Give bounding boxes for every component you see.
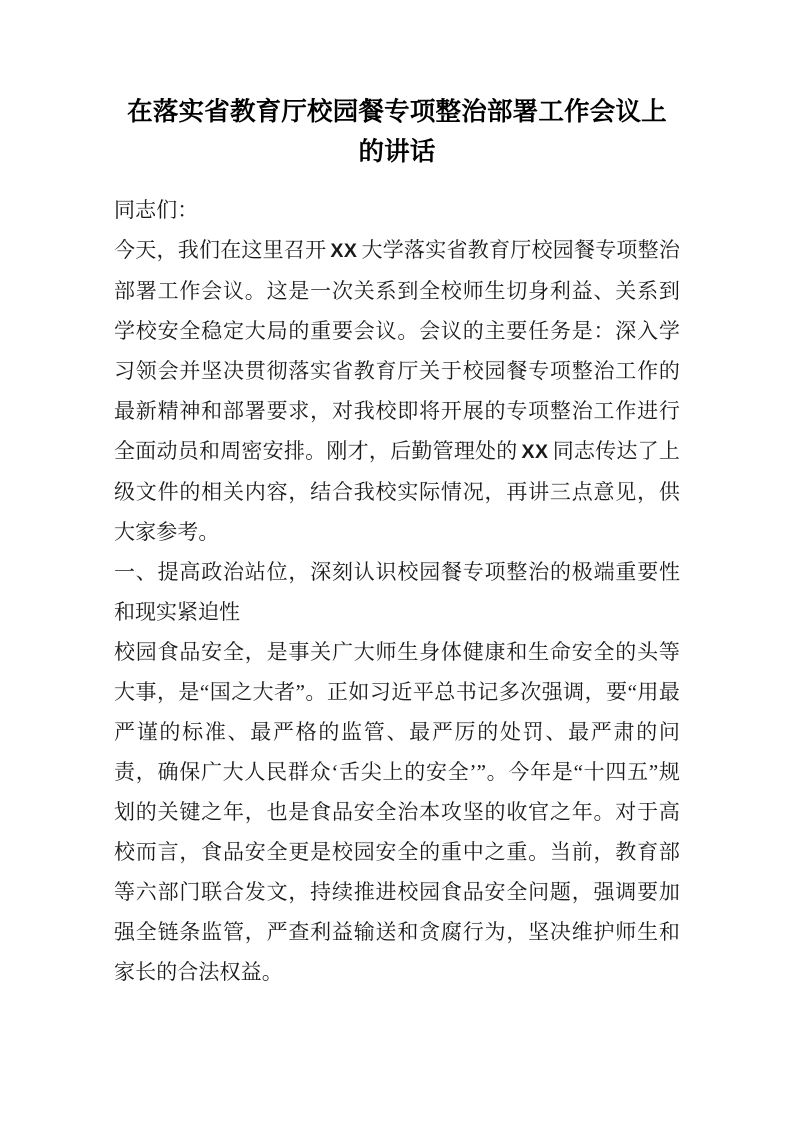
page-title: 在落实省教育厅校园餐专项整治部署工作会议上的讲话: [127, 97, 667, 166]
salutation-line: 同志们：: [114, 198, 199, 222]
text-run: 同志传达了上级文件的相关内容，结合我校实际情况，再讲三点意见，供大家参考。: [114, 439, 680, 544]
text-run: 大学落实省教育厅校园餐专项整治部署工作会议。这是一次关系到全校师生切身利益、关系到学校安全稳定大局的重要会议。会议的主要任务是：深入学习领会并坚决贯彻落实省教育厅关于校园餐专项整治工作的最新精神和部署要求，对我校即将开展的专项整治工作进行全面动员和周密安排。刚才，后勤管理处的: [114, 238, 681, 463]
paragraph-section-one-body: [114, 632, 680, 992]
document-body: [114, 92, 680, 992]
placeholder-token: XX: [330, 240, 358, 262]
text-run: 今天，我们在这里召开: [114, 238, 327, 262]
placeholder-token: XX: [521, 441, 549, 463]
text-run: 一、提高政治站位，深刻认识校园餐专项整治的极端重要性和现实紧迫性: [114, 560, 680, 624]
text-run: 校园食品安全，是事关广大师生身体健康和生命安全的头等大事，是“国之大者”。正如习近平总书记多次强调，要“用最严谨的标准、最严格的监管、最严厉的处罚、最严肃的问责，确保广大人民群众‘舌尖上的安全’”。今年是“十四五”规划的关键之年，也是食品安全治本攻坚的收官之年。对于高校而言，食品安全更是校园安全的重中之重。当前，教育部等六部门联合发文，持续推进校园食品安全问题，强调要加强全链条监管，严查利益输送和贪腐行为，坚决维护师生和家长的合法权益。: [114, 640, 680, 984]
paragraph-opening: [114, 230, 680, 552]
document-blocks: [114, 230, 680, 992]
section-heading-one: [114, 552, 680, 632]
